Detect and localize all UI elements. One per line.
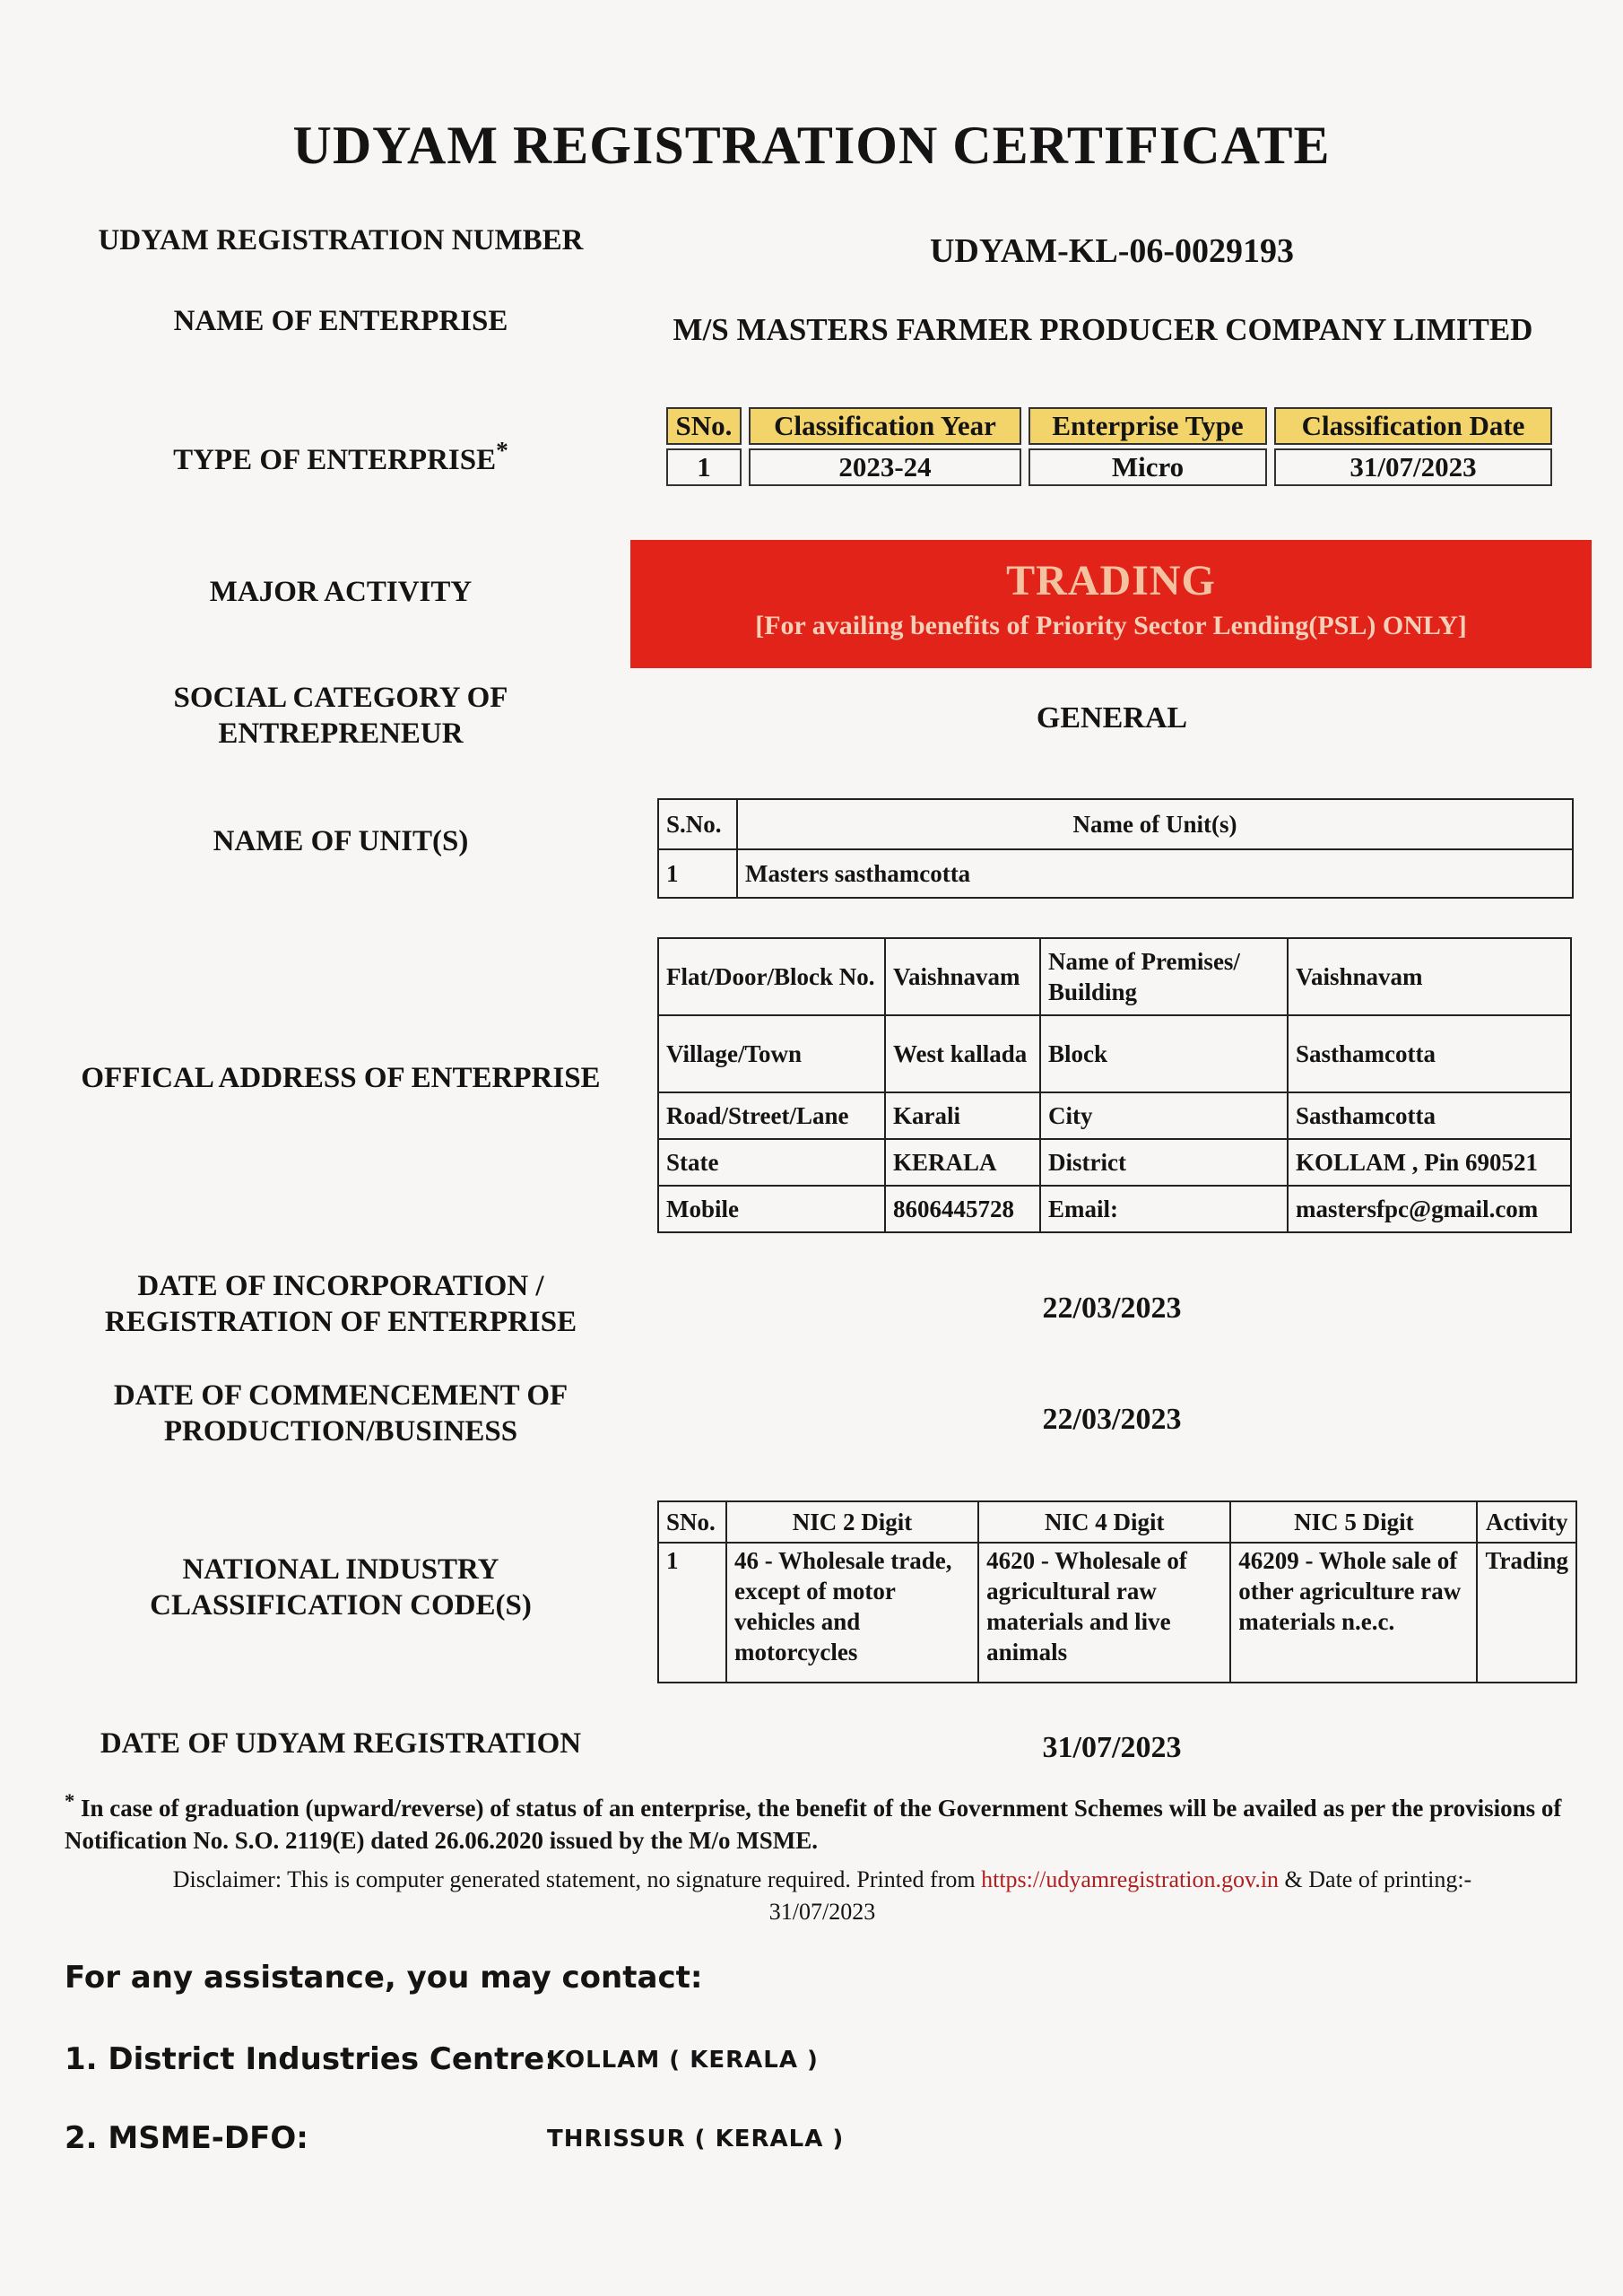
disclaimer-prefix: Disclaimer: This is computer generated statement, no signature required. Printed from bbox=[172, 1866, 976, 1892]
activity-main: TRADING bbox=[1006, 557, 1216, 604]
social-category-label bbox=[63, 680, 619, 752]
classification-cell: 2023-24 bbox=[749, 448, 1021, 486]
major-activity-label: MAJOR ACTIVITY bbox=[209, 576, 473, 608]
dic-label: 1. District Industries Centre: bbox=[65, 2041, 557, 2077]
address-cell: Flat/Door/Block No. bbox=[658, 938, 885, 1015]
reg-number-label: UDYAM REGISTRATION NUMBER bbox=[98, 224, 584, 257]
print-date: 31/07/2023 bbox=[768, 1899, 876, 1925]
commencement-label-line2: PRODUCTION/BUSINESS bbox=[163, 1415, 518, 1448]
address-cell: Village/Town bbox=[658, 1015, 885, 1092]
nic-header: NIC 4 Digit bbox=[978, 1501, 1230, 1543]
social-category-label-line1: SOCIAL CATEGORY OF bbox=[173, 682, 508, 714]
address-cell: Road/Street/Lane bbox=[658, 1092, 885, 1139]
address-cell: Vaishnavam bbox=[1288, 938, 1571, 1015]
address-row bbox=[658, 1092, 1571, 1139]
nic-cell: 1 bbox=[658, 1543, 726, 1683]
social-category-value: GENERAL bbox=[1036, 701, 1188, 735]
address-row bbox=[658, 1015, 1571, 1092]
nic-label-line1: NATIONAL INDUSTRY bbox=[182, 1553, 499, 1586]
units-label: NAME OF UNIT(S) bbox=[213, 825, 469, 857]
footnote-text: In case of graduation (upward/reverse) of status of an enterprise, the benefit of the Government Schemes will be availed as per the provisions of Notification No. S.O. 2119(E) dated 26.06.2020 issued by the M/o MSME. bbox=[65, 1795, 1562, 1854]
activity-note: [For availing benefits of Priority Sector Lending(PSL) ONLY] bbox=[755, 611, 1467, 640]
address-cell: City bbox=[1040, 1092, 1288, 1139]
classification-cell: 31/07/2023 bbox=[1274, 448, 1552, 486]
classification-header-row bbox=[666, 407, 1552, 445]
social-category-label-line2: ENTREPRENEUR bbox=[218, 718, 464, 750]
address-cell: District bbox=[1040, 1139, 1288, 1186]
classification-header: Classification Year bbox=[749, 407, 1021, 445]
address-row bbox=[658, 938, 1571, 1015]
incorporation-label-line2: REGISTRATION OF ENTERPRISE bbox=[104, 1306, 577, 1338]
address-cell: Name of Premises/ Building bbox=[1040, 938, 1288, 1015]
activity-banner bbox=[630, 540, 1592, 668]
address-cell: West kallada bbox=[885, 1015, 1040, 1092]
units-cell: Masters sasthamcotta bbox=[737, 849, 1573, 898]
classification-row bbox=[666, 448, 1552, 486]
nic-header: NIC 2 Digit bbox=[726, 1501, 978, 1543]
nic-cell: 4620 - Wholesale of agricultural raw materials and live animals bbox=[978, 1543, 1230, 1683]
certificate-title: UDYAM REGISTRATION CERTIFICATE bbox=[292, 116, 1331, 175]
address-cell: Karali bbox=[885, 1092, 1040, 1139]
incorporation-label bbox=[63, 1268, 619, 1340]
units-header-row bbox=[658, 799, 1573, 849]
classification-header: Classification Date bbox=[1274, 407, 1552, 445]
incorporation-label-line1: DATE OF INCORPORATION / bbox=[137, 1270, 544, 1302]
incorporation-date: 22/03/2023 bbox=[1042, 1292, 1182, 1325]
units-header: Name of Unit(s) bbox=[737, 799, 1573, 849]
address-cell: KOLLAM , Pin 690521 bbox=[1288, 1139, 1571, 1186]
nic-header-row bbox=[658, 1501, 1576, 1543]
dfo-label: 2. MSME-DFO: bbox=[65, 2120, 308, 2156]
units-table bbox=[657, 798, 1574, 899]
classification-cell: Micro bbox=[1028, 448, 1267, 486]
nic-label-line2: CLASSIFICATION CODE(S) bbox=[150, 1589, 532, 1622]
address-row bbox=[658, 1186, 1571, 1232]
address-email[interactable]: mastersfpc@gmail.com bbox=[1288, 1186, 1571, 1232]
units-header: S.No. bbox=[658, 799, 737, 849]
nic-cell: 46209 - Whole sale of other agriculture raw materials n.e.c. bbox=[1230, 1543, 1477, 1683]
nic-header: Activity bbox=[1477, 1501, 1576, 1543]
nic-row bbox=[658, 1543, 1576, 1683]
units-cell: 1 bbox=[658, 849, 737, 898]
commencement-label bbox=[63, 1378, 619, 1449]
type-label-star: * bbox=[496, 436, 508, 464]
udyam-date-value: 31/07/2023 bbox=[1042, 1731, 1182, 1764]
address-row bbox=[658, 1139, 1571, 1186]
nic-header: SNo. bbox=[658, 1501, 726, 1543]
classification-header: SNo. bbox=[666, 407, 742, 445]
nic-table bbox=[657, 1500, 1577, 1683]
address-cell: Vaishnavam bbox=[885, 938, 1040, 1015]
nic-cell: 46 - Wholesale trade, except of motor vehicles and motorcycles bbox=[726, 1543, 978, 1683]
address-cell: Sasthamcotta bbox=[1288, 1092, 1571, 1139]
commencement-date: 22/03/2023 bbox=[1042, 1403, 1182, 1436]
address-cell: 8606445728 bbox=[885, 1186, 1040, 1232]
units-row bbox=[658, 849, 1573, 898]
nic-label bbox=[63, 1552, 619, 1623]
address-label: OFFICAL ADDRESS OF ENTERPRISE bbox=[81, 1062, 601, 1094]
classification-table bbox=[659, 404, 1559, 490]
classification-header: Enterprise Type bbox=[1028, 407, 1267, 445]
nic-cell: Trading bbox=[1477, 1543, 1576, 1683]
address-cell: State bbox=[658, 1139, 885, 1186]
footnote-star: * bbox=[65, 1789, 75, 1812]
address-cell: Block bbox=[1040, 1015, 1288, 1092]
commencement-label-line1: DATE OF COMMENCEMENT OF bbox=[113, 1379, 568, 1412]
classification-cell: 1 bbox=[666, 448, 742, 486]
enterprise-name-value: M/S MASTERS FARMER PRODUCER COMPANY LIMITED bbox=[673, 312, 1533, 347]
address-table bbox=[657, 937, 1572, 1233]
disclaimer bbox=[65, 1864, 1580, 1928]
dfo-value: THRISSUR ( KERALA ) bbox=[547, 2126, 845, 2152]
enterprise-name-label: NAME OF ENTERPRISE bbox=[173, 305, 508, 337]
disclaimer-suffix: & Date of printing:- bbox=[1284, 1866, 1472, 1892]
type-label-text: TYPE OF ENTERPRISE bbox=[173, 444, 497, 476]
address-cell: Mobile bbox=[658, 1186, 885, 1232]
dic-value: KOLLAM ( KERALA ) bbox=[547, 2047, 819, 2074]
address-cell: Email: bbox=[1040, 1186, 1288, 1232]
nic-header: NIC 5 Digit bbox=[1230, 1501, 1477, 1543]
reg-number-value: UDYAM-KL-06-0029193 bbox=[929, 232, 1294, 270]
contact-heading: For any assistance, you may contact: bbox=[65, 1960, 703, 1996]
footnote bbox=[65, 1785, 1580, 1857]
udyam-date-label: DATE OF UDYAM REGISTRATION bbox=[100, 1727, 582, 1760]
type-label bbox=[63, 432, 619, 478]
address-cell: KERALA bbox=[885, 1139, 1040, 1186]
address-cell: Sasthamcotta bbox=[1288, 1015, 1571, 1092]
disclaimer-link[interactable]: https://udyamregistration.gov.in bbox=[981, 1866, 1280, 1892]
